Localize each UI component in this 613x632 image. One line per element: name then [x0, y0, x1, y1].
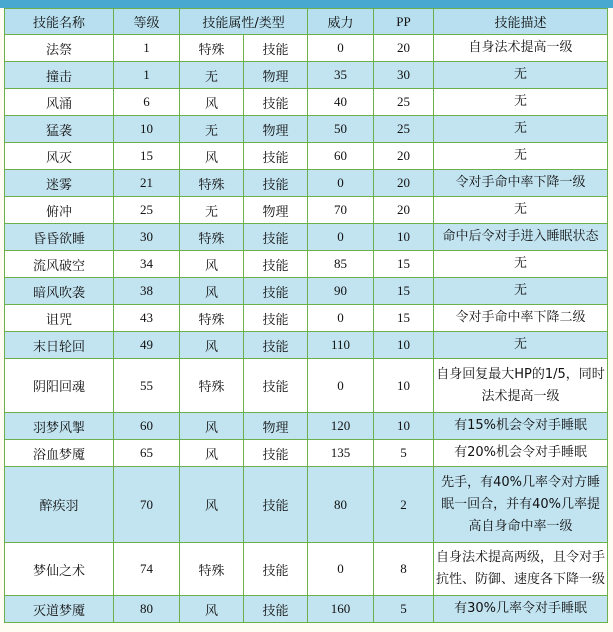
- skill-power-cell: 110: [308, 332, 374, 359]
- skill-power-cell: 0: [308, 305, 374, 332]
- skill-power-cell: 80: [308, 467, 374, 543]
- skill-power-cell: 90: [308, 278, 374, 305]
- skill-level-cell: 60: [114, 413, 180, 440]
- skill-level-cell: 74: [114, 543, 180, 596]
- table-body: [5, 35, 608, 623]
- table-row: [5, 35, 608, 62]
- skill-attr-cell: 无: [180, 116, 244, 143]
- skill-type-cell: 技能: [244, 89, 308, 116]
- skill-power-cell: 0: [308, 35, 374, 62]
- header-power: 威力: [308, 9, 374, 35]
- skill-attr-cell: 无: [180, 62, 244, 89]
- skill-power-cell: 70: [308, 197, 374, 224]
- table-row: [5, 143, 608, 170]
- skill-type-cell: 物理: [244, 116, 308, 143]
- skill-desc-cell: 无: [434, 143, 608, 170]
- skill-attr-cell: 风: [180, 440, 244, 467]
- skill-power-cell: 0: [308, 170, 374, 197]
- skill-name-cell: 梦仙之术: [5, 543, 114, 596]
- skill-attr-cell: 风: [180, 143, 244, 170]
- skill-desc-cell: 令对手命中率下降一级: [434, 170, 608, 197]
- skill-name-cell: 撞击: [5, 62, 114, 89]
- table-header-row: [5, 9, 608, 35]
- table-row: [5, 62, 608, 89]
- skill-name-cell: 猛袭: [5, 116, 114, 143]
- skill-power-cell: 0: [308, 543, 374, 596]
- header-level: 等级: [114, 9, 180, 35]
- skill-type-cell: 物理: [244, 413, 308, 440]
- skill-type-cell: 技能: [244, 440, 308, 467]
- table-row: [5, 224, 608, 251]
- skill-desc-cell: 命中后令对手进入睡眠状态: [434, 224, 608, 251]
- skill-type-cell: 技能: [244, 359, 308, 413]
- skill-pp-cell: 15: [374, 305, 434, 332]
- skill-type-cell: 技能: [244, 305, 308, 332]
- skill-level-cell: 49: [114, 332, 180, 359]
- skill-level-cell: 1: [114, 35, 180, 62]
- skill-power-cell: 0: [308, 224, 374, 251]
- table-row: [5, 359, 608, 413]
- skill-power-cell: 50: [308, 116, 374, 143]
- table-row: [5, 596, 608, 623]
- table-row: [5, 440, 608, 467]
- skill-name-cell: 阴阳回魂: [5, 359, 114, 413]
- skill-type-cell: 技能: [244, 543, 308, 596]
- skill-power-cell: 60: [308, 143, 374, 170]
- skill-pp-cell: 10: [374, 332, 434, 359]
- skill-desc-cell: 无: [434, 197, 608, 224]
- skill-name-cell: 暗风吹袭: [5, 278, 114, 305]
- skill-name-cell: 迷雾: [5, 170, 114, 197]
- skill-level-cell: 70: [114, 467, 180, 543]
- skill-name-cell: 昏昏欲睡: [5, 224, 114, 251]
- skill-name-cell: 浴血梦魇: [5, 440, 114, 467]
- skill-attr-cell: 特殊: [180, 170, 244, 197]
- skill-desc-cell: 无: [434, 278, 608, 305]
- skill-attr-cell: 风: [180, 251, 244, 278]
- skill-pp-cell: 10: [374, 359, 434, 413]
- skill-name-cell: 法祭: [5, 35, 114, 62]
- skill-power-cell: 120: [308, 413, 374, 440]
- header-name: 技能名称: [5, 9, 114, 35]
- skill-level-cell: 25: [114, 197, 180, 224]
- skill-desc-cell: 无: [434, 62, 608, 89]
- skill-level-cell: 30: [114, 224, 180, 251]
- skill-type-cell: 技能: [244, 332, 308, 359]
- skill-name-cell: 醉疾羽: [5, 467, 114, 543]
- skill-name-cell: 风灭: [5, 143, 114, 170]
- skill-type-cell: 技能: [244, 278, 308, 305]
- table-row: [5, 543, 608, 596]
- skill-level-cell: 6: [114, 89, 180, 116]
- skill-type-cell: 技能: [244, 596, 308, 623]
- table-row: [5, 278, 608, 305]
- skill-type-cell: 技能: [244, 35, 308, 62]
- skill-pp-cell: 20: [374, 143, 434, 170]
- skill-power-cell: 40: [308, 89, 374, 116]
- skill-pp-cell: 5: [374, 596, 434, 623]
- skill-pp-cell: 20: [374, 35, 434, 62]
- skill-attr-cell: 风: [180, 413, 244, 440]
- skill-type-cell: 技能: [244, 467, 308, 543]
- skill-pp-cell: 2: [374, 467, 434, 543]
- skill-power-cell: 135: [308, 440, 374, 467]
- skill-name-cell: 诅咒: [5, 305, 114, 332]
- skills-table: [4, 8, 608, 623]
- skill-desc-cell: 自身回复最大HP的1/5，同时法术提高一级: [434, 359, 608, 413]
- skill-level-cell: 43: [114, 305, 180, 332]
- skill-desc-cell: 先手，有40%几率令对方睡眠一回合，并有40%几率提高自身命中率一级: [434, 467, 608, 543]
- skill-type-cell: 技能: [244, 224, 308, 251]
- skill-type-cell: 技能: [244, 170, 308, 197]
- skill-attr-cell: 无: [180, 197, 244, 224]
- table-title-strip: [0, 0, 613, 8]
- skill-attr-cell: 风: [180, 89, 244, 116]
- skill-attr-cell: 风: [180, 596, 244, 623]
- skill-name-cell: 羽梦风掣: [5, 413, 114, 440]
- header-pp: PP: [374, 9, 434, 35]
- skill-attr-cell: 风: [180, 278, 244, 305]
- skill-power-cell: 160: [308, 596, 374, 623]
- skill-level-cell: 65: [114, 440, 180, 467]
- skill-level-cell: 1: [114, 62, 180, 89]
- skill-name-cell: 风涌: [5, 89, 114, 116]
- skill-type-cell: 物理: [244, 197, 308, 224]
- skill-desc-cell: 无: [434, 332, 608, 359]
- skill-desc-cell: 无: [434, 116, 608, 143]
- table-row: [5, 413, 608, 440]
- skill-desc-cell: 有15%机会令对手睡眠: [434, 413, 608, 440]
- table-row: [5, 251, 608, 278]
- skill-level-cell: 55: [114, 359, 180, 413]
- skill-power-cell: 85: [308, 251, 374, 278]
- skill-pp-cell: 15: [374, 278, 434, 305]
- skill-level-cell: 10: [114, 116, 180, 143]
- skill-pp-cell: 5: [374, 440, 434, 467]
- skill-pp-cell: 30: [374, 62, 434, 89]
- table-row: [5, 467, 608, 543]
- skill-power-cell: 35: [308, 62, 374, 89]
- skill-pp-cell: 20: [374, 170, 434, 197]
- skill-name-cell: 俯冲: [5, 197, 114, 224]
- skill-desc-cell: 有20%机会令对手睡眠: [434, 440, 608, 467]
- skill-desc-cell: 自身法术提高一级: [434, 35, 608, 62]
- skill-type-cell: 物理: [244, 62, 308, 89]
- skill-pp-cell: 25: [374, 116, 434, 143]
- skill-pp-cell: 10: [374, 413, 434, 440]
- skill-pp-cell: 8: [374, 543, 434, 596]
- skill-desc-cell: 令对手命中率下降二级: [434, 305, 608, 332]
- skill-desc-cell: 自身法术提高两级，且令对手抗性、防御、速度各下降一级: [434, 543, 608, 596]
- skill-desc-cell: 有30%几率令对手睡眠: [434, 596, 608, 623]
- skill-attr-cell: 特殊: [180, 224, 244, 251]
- skill-attr-cell: 风: [180, 467, 244, 543]
- skill-desc-cell: 无: [434, 89, 608, 116]
- skill-attr-cell: 风: [180, 332, 244, 359]
- skill-type-cell: 技能: [244, 251, 308, 278]
- skill-level-cell: 80: [114, 596, 180, 623]
- skill-pp-cell: 20: [374, 197, 434, 224]
- table-row: [5, 116, 608, 143]
- table-row: [5, 197, 608, 224]
- skill-name-cell: 灭道梦魇: [5, 596, 114, 623]
- skill-type-cell: 技能: [244, 143, 308, 170]
- skill-level-cell: 34: [114, 251, 180, 278]
- skill-pp-cell: 10: [374, 224, 434, 251]
- skill-name-cell: 末日轮回: [5, 332, 114, 359]
- skill-power-cell: 0: [308, 359, 374, 413]
- skill-level-cell: 38: [114, 278, 180, 305]
- skill-attr-cell: 特殊: [180, 359, 244, 413]
- header-attr-type: 技能属性/类型: [180, 9, 308, 35]
- skill-attr-cell: 特殊: [180, 305, 244, 332]
- skill-name-cell: 流风破空: [5, 251, 114, 278]
- skill-pp-cell: 15: [374, 251, 434, 278]
- skill-level-cell: 21: [114, 170, 180, 197]
- skill-attr-cell: 特殊: [180, 543, 244, 596]
- table-row: [5, 305, 608, 332]
- skill-desc-cell: 无: [434, 251, 608, 278]
- skill-pp-cell: 25: [374, 89, 434, 116]
- table-row: [5, 89, 608, 116]
- table-row: [5, 332, 608, 359]
- header-desc: 技能描述: [434, 9, 608, 35]
- table-row: [5, 170, 608, 197]
- skill-level-cell: 15: [114, 143, 180, 170]
- skill-attr-cell: 特殊: [180, 35, 244, 62]
